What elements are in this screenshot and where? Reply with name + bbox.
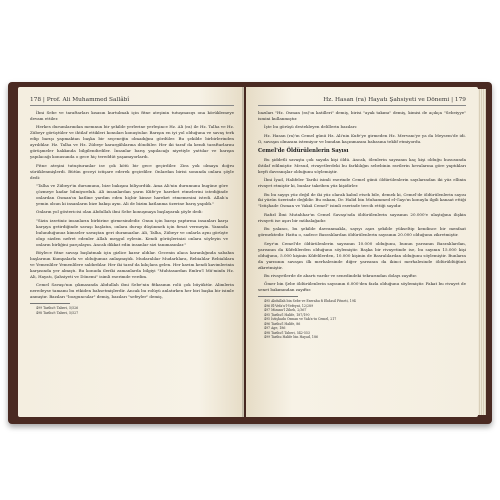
footnote: 495 İstişhadu Osman ve Vak'a-tu Cemel, 217 — [264, 317, 337, 322]
paragraph: Böylece fitne savaşı başlatmak için gizlice karar aldılar. Gecenin alaca karanlığında sabahın başlarının Kumpalarla ve olduğumuz anlaşmıştık. Mudaralılar Mudarlılara, Rebialılar Rebialılara ve Yemenliler Yemenlilere saldırdılar. Her iki taraf da kılıçlara gelen. Her kavim kendi kavimlerinin karşısında yer almıştı. Bu konuda ileriki zamanlarda bilgiyi "Muhtasardan Emîru'l Mü'minîn Hz. Ali, Hayatı, Şahsiyeti ve Dönemi" isimli eserimde verdim. — [30, 250, 234, 279]
right-page — [246, 87, 478, 417]
footnote: 496 El-Vefa'u'l-Vefeyat, 12/289 — [264, 303, 314, 308]
paragraph: İşte bu görüşü destekleyen delillerin bazıları: — [264, 124, 358, 130]
page-edges — [478, 89, 486, 415]
paragraph: Ömer bin Şebe öldürülenlerin sayısının 6.000'den fazla olduğunu söylemiştir. Fakat bu rivayet de senet bakımından zayıftır. — [258, 281, 466, 293]
paragraph: Bu rivayetlerde de abartı vardır ve senedindeki tekrarından dolayı zayıftır. — [264, 272, 417, 278]
right-page-body-bottom — [258, 157, 466, 294]
paragraph: Bu yalancı, bu şekilde davranmakla, sayıyı aşırı şekilde yükseltip kendince bir menfaat görmektedir. Hatta o, sadece Basralılardan öldürülenlerin sayısının 20.000 olduğunu zikretmiştir. — [258, 226, 466, 238]
footnote: 499 Tarihu Halife bin Hayad, 186 — [264, 335, 318, 340]
footnote-divider — [30, 303, 70, 304]
paragraph: Onların yol göstericisi olan Abdullah ibni Sebe konuşmaya başlayarak şöyle dedi: — [36, 209, 203, 215]
paragraph: Bu şiddetli savaşta çok sayıda kişi öldü. Ancak, ölenlerin sayısının kaç kişi olduğu hususunda ihtilaf edilmiştir. Mesud, rivayetlerdeki bu farklılığın sebebinin ravilerin hevalarına göre yaptıkları keyfi davranışlar olduğunu söylemiştir. — [258, 156, 466, 174]
footnote: 497 Age, 186 — [264, 326, 286, 331]
open-book — [8, 82, 492, 424]
right-page-body-top — [258, 110, 466, 145]
paragraph: İbni İyad, Halifeler Tarihi isimli eserinde Cemel günü öldürülenlerin sayılarından iki yüz ellinin rivayet etmiştir ki, bunlar takriben yüz kişidirler. — [258, 177, 466, 189]
paragraph: Seyr'ın Cemel'de öldürülenlerin sayısının 10.000 olduğunu, bunun yarısının Basralılardan, yarısının da Kûfelilerden olduğunu söylemiştir. Başka bir rivayetinde ise, bu sayının 15.000 kişi olduğunu, 5.000 kişinin Kûfelilerden, 10.000 kişinin de Basralılardan olduğunu söylemiştir. Bunların da yarısının savaşın ilk merhalesinde diğer yarısının da ikinci merhalesinde öldürüldüğünü zikretmiştir. — [258, 240, 466, 270]
footnote: 498 Tarihu't Taberi, 5/527 — [36, 310, 79, 315]
paragraph: Cemel Savaşı'nın çıkmasında Abdullah ibni Sebe'nin fitkasının rolü çok büyüktür. Alimlerin neredeyse tamamı bu etkiden bahsetmişlerdir. Ancak bu rolüyü anlatırken her biri başka bir isimle anmıştır. Bazıları "bozguncular" demiş, bazıları "sefeyler" demiş, — [30, 282, 234, 300]
section-title: Cemel'de Öldürülenlerin Sayısı — [258, 147, 349, 154]
paragraph: "Talha ve Zübeyr'in durumunu, bize bakışını biliyordük. Ama Ali'nin durumunu bugüne göre çözmeye kadar bilmiyorduk. Ali insanlardan yarın Kûfe'ye hareket etmelerini istediğinde onlardan Osman'ın katline yardım eden hiçbir kimse hareket etmemesini istedi. Allah'a yemin olsun ki insanların bize bakışı aynı. Ali de bizim katlanma üzerine barış yapıldı." — [36, 182, 228, 206]
right-footnotes — [258, 299, 466, 340]
footnote: 497 Mizanu'l Ziheh, 2/367 — [264, 308, 307, 313]
left-footnotes — [30, 306, 234, 315]
paragraph: İbni Sebe ve taraftarları kısasın kurtulmak için fitne ateşinin tutuşmasıyı ona körüklemeye devam ettiler. — [30, 110, 234, 121]
paragraph: "Sizin izzetiniz insanların birbirine girmesindedir. Onun için barışı yaptırma insanları karşı karşıya getirdiğinde savaşı başlatın, onlara durup düşünmek için fırsat vermeyin. Yanında bulunduğunuz kimseler savaştan geri duramazlar. Ali, Talha, Zübeyr ve onlarla aynı görüşte olup sizden nefret edenler Allah meşgul eylesin. Kendi görüşlerinizi onlara söyleyin ve onların birliğini parçalayın. Ancak dikkat edin insanlar sizi tanımasınlar." — [36, 217, 228, 247]
footnote: 495 Tarihu'l Halife, 187/190 — [264, 312, 310, 317]
left-running-header: 178 | Prof. Ali Muhammed Sallâbî — [30, 95, 234, 106]
footnote: 496 Tarihu'l Halife, 86 — [264, 321, 301, 326]
left-page-body — [30, 110, 234, 300]
paragraph: Herkes durumlarından memnun bir şekilde yerlerine yerleşince Hz. Ali (ra) ile Hz. Talha ve Hz. Zübeyr görüştüler ve ihtilaf ettikleri konuları konuştular. Barışın en iyi yol olduğuna ve savaş terk edip barışı yapmaktan başka bir seçeneğin olmadığını gördüler. Bu şekilde birbirlerinden ayrıldılar. Hz. Talha ve Hz. Zübeyr karargâhlarına döndüler. Her iki taraf da kendi taraftarlarını görüşmeler hakkında bilgilendirdiler. İnsanlar barış yapılacağı niyetiyle yattılar ve barışın yapılacağı konusunda o gece hiç tereddüt yaşamıyorlardı. — [30, 124, 234, 160]
footnote: 499 Tarihu't Taberi, 5/526 — [36, 306, 79, 311]
footnote: 498 Tarihu'l Taberi, 542-553 — [264, 330, 310, 335]
paragraph: Hz. Hasan (ra)'ın Cemel günü Hz. Ali'nin Kufe'ye girmeden Hz. Mervanı'ye ya da Meysem'de idi. O, savaşın olmasını istemiyor ve bundan kaçınmasını babasına teklif etmiyordu. — [258, 132, 466, 144]
paragraph: Fitne ateşini tutuşturanlar ise çok kötü bir gece geçirdiler. Zira yok olmaya doğru sürüklenmişlerdi. Bütün geceyi istişare ederek geçirdiler. Onlardan birisi sonunda onlara şöyle dedi: — [30, 162, 234, 180]
footnote-divider — [258, 296, 298, 297]
paragraph: Rafızî İbni Mutahhar'ın Cemel Savaşı'nda öldürülenlerin sayısının 20.000'e ulaştığına ilişkin rivayeti ise aşırı bir mübalağadır. — [258, 211, 466, 223]
right-running-header: Hz. Hasan (ra) Hayatı Şahsiyeti ve Dönemi | 179 — [258, 95, 466, 106]
paragraph: Bu bu sayıyı yüz değil de iki yüz olarak kabul etsek bile, demek ki, Cemel'de öldürülenlerin sayısı iki yüzün üzerinde değildir. Bu rakam, Dr. Halid bin Muhammed el-Gayı'ın konuyla ilgili kanaat ettiği "Istişhade Osman ve Vakıâ Cemel" isimli eserinde tercih ettiği sayıdır. — [258, 191, 466, 209]
left-page — [18, 87, 244, 417]
footnote: 495 Abdullah bin Sebe ve Eserahu fi Ehdasil Fitneti, 194 — [264, 299, 356, 304]
paragraph: bazıları "Hz. Osman (ra)'ın katilleri" demiş, birisi "ayak takımı" demiş, kimisi de açıkça "Sebeiyye" ismini kullanmıştır. — [258, 110, 466, 121]
